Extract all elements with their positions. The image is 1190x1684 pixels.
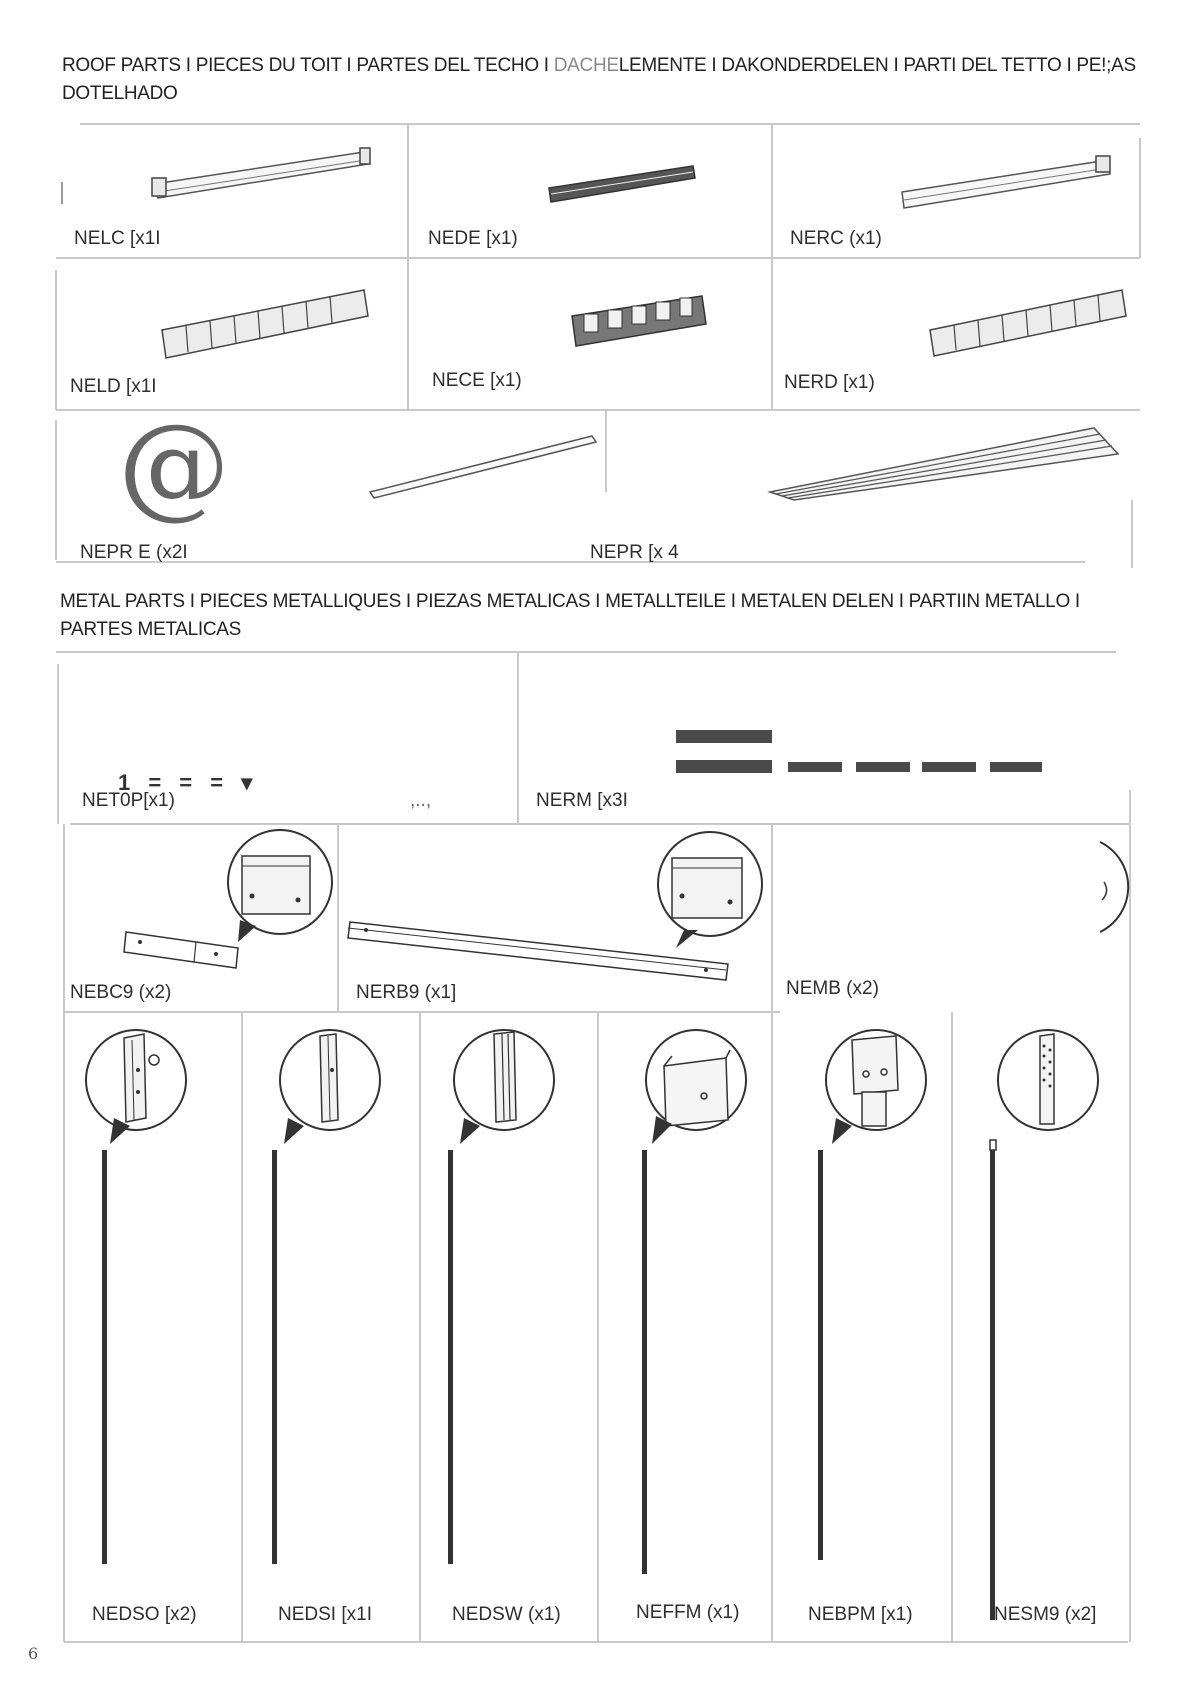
netop-glyph: 1 = = = ▾ [118,770,259,795]
part-label-nerb9: NERB9 (x1] [356,982,457,1003]
part-label-neffm: NEFFM (x1) [636,1602,740,1623]
roof-parts-heading: ROOF PARTS I PIECES DU TOIT I PARTES DEL TECHO I DACHELEMENTE I DAKONDERDELEN I PARTI DEL TETTO I PE!;AS [62,55,1136,76]
nerm-part-drawing [676,726,1056,786]
at-symbol: @ [118,401,230,531]
part-label-nerd: NERD [x1) [784,372,875,393]
metal-parts-heading-line2: PARTES METALICAS [60,619,242,640]
nerb9-part-drawing [346,830,776,1000]
part-label-neld: NELD [x1I [70,376,157,397]
nemb-part-drawing [1094,836,1134,946]
roof-parts-heading-line2: DOTELHADO [62,83,178,104]
nebpm-part-drawing [816,1020,966,1640]
part-label-nesm9: NESM9 (x2] [994,1604,1097,1625]
part-label-nebc9: NEBC9 (x2) [70,982,172,1003]
netop-dots: ,.., [410,790,432,811]
part-label-nerc: NERC (x1) [790,228,882,249]
nedsi-part-drawing [270,1020,420,1640]
nedso-part-drawing [96,1020,246,1640]
metal-parts-heading: METAL PARTS I PIECES METALLIQUES I PIEZAS METALICAS I METALLTEILE I METALEN DELEN I PARTIIN METALLO I [60,591,1080,612]
part-label-nepr: NEPR [x 4 [590,542,679,563]
part-label-netop: NET0P[x1) [82,790,175,811]
part-label-nepre: NEPR E (x2I [80,542,188,563]
page-number: 6 [28,1644,39,1663]
part-label-nerm: NERM [x3I [536,790,628,811]
part-label-nedso: NEDSO [x2) [92,1604,197,1625]
part-label-nede: NEDE [x1) [428,228,518,249]
neffm-part-drawing [640,1020,790,1640]
part-label-nelc: NELC [x1I [74,228,161,249]
part-label-nedsw: NEDSW (x1) [452,1604,561,1625]
part-label-nemb: NEMB (x2) [786,978,879,999]
part-label-nece: NECE [x1) [432,370,522,391]
nesm9-part-drawing [988,1020,1138,1640]
part-label-nebpm: NEBPM [x1) [808,1604,913,1625]
part-label-nedsi: NEDSI [x1I [278,1604,372,1625]
nedsw-part-drawing [444,1020,594,1640]
